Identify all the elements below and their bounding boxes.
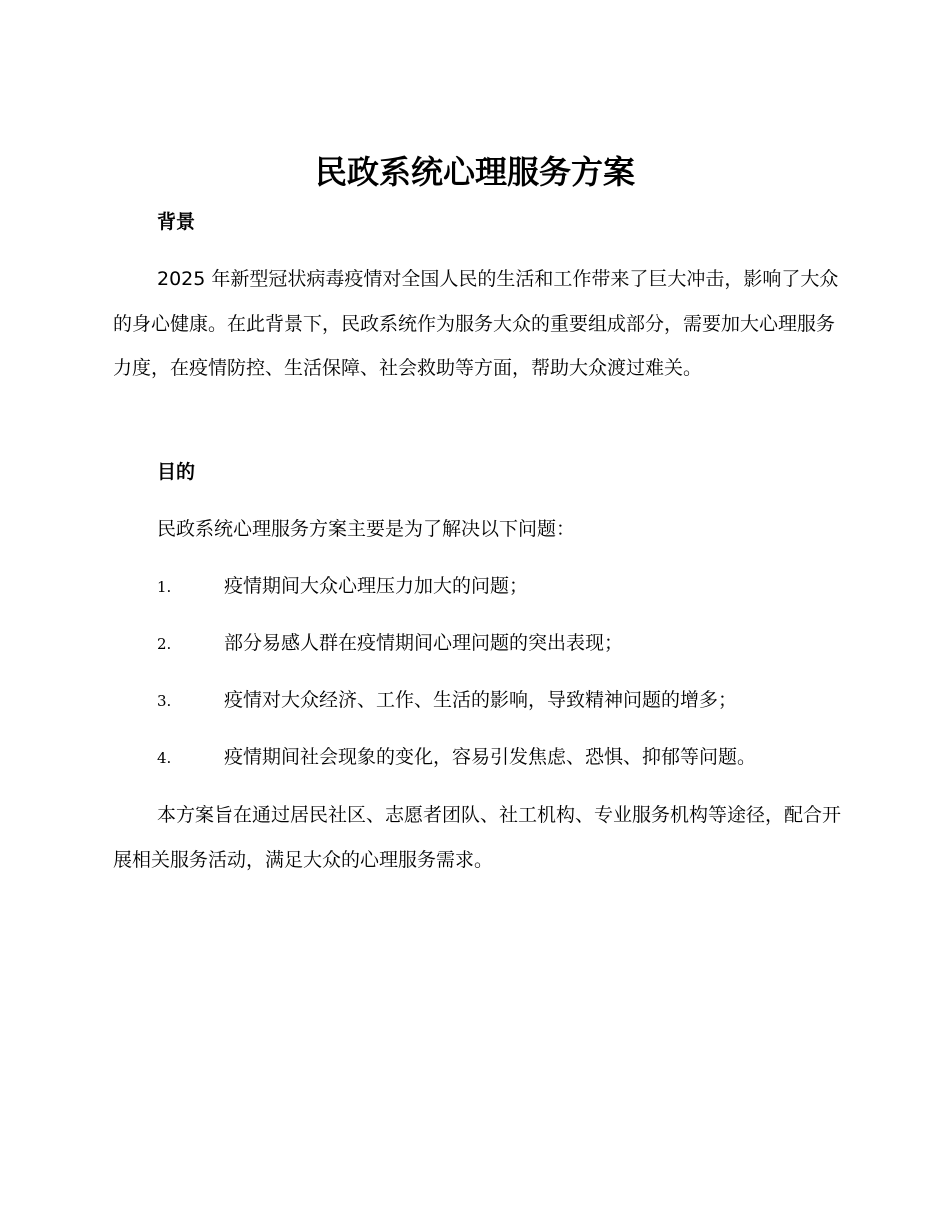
list-item-text: 疫情期间社会现象的变化，容易引发焦虑、恐惧、抑郁等问题。 (224, 746, 757, 768)
list-item-number: 1. (157, 578, 172, 596)
list-item-text: 部分易感人群在疫情期间心理问题的突出表现； (224, 632, 624, 654)
list-item-text: 疫情期间大众心理压力加大的问题； (224, 575, 529, 597)
background-paragraph: 2025 年新型冠状病毒疫情对全国人民的生活和工作带来了巨大冲击，影响了大众的身心健康。在此背景下，民政系统作为服务大众的重要组成部分，需要加大心理服务力度，在疫情防控、生活保障、社会救助等方面，帮助大众渡过难关。 (113, 268, 839, 380)
conclusion-paragraph: 本方案旨在通过居民社区、志愿者团队、社工机构、专业服务机构等途径，配合开展相关服务活动，满足大众的心理服务需求。 (113, 804, 842, 871)
purpose-intro: 民政系统心理服务方案主要是为了解决以下问题： (157, 518, 576, 540)
list-item (0, 743, 950, 773)
list-item-text: 疫情对大众经济、工作、生活的影响，导致精神问题的增多； (224, 689, 738, 711)
section-heading-purpose: 目的 (157, 461, 196, 483)
list-item (0, 572, 950, 602)
section-heading-background: 背景 (157, 211, 196, 233)
list-item (0, 629, 950, 659)
list-item-number: 2. (157, 635, 172, 653)
document-title: 民政系统心理服务方案 (314, 153, 635, 191)
list-item (0, 686, 950, 716)
list-item-number: 3. (157, 692, 172, 710)
list-item-number: 4. (157, 749, 172, 767)
